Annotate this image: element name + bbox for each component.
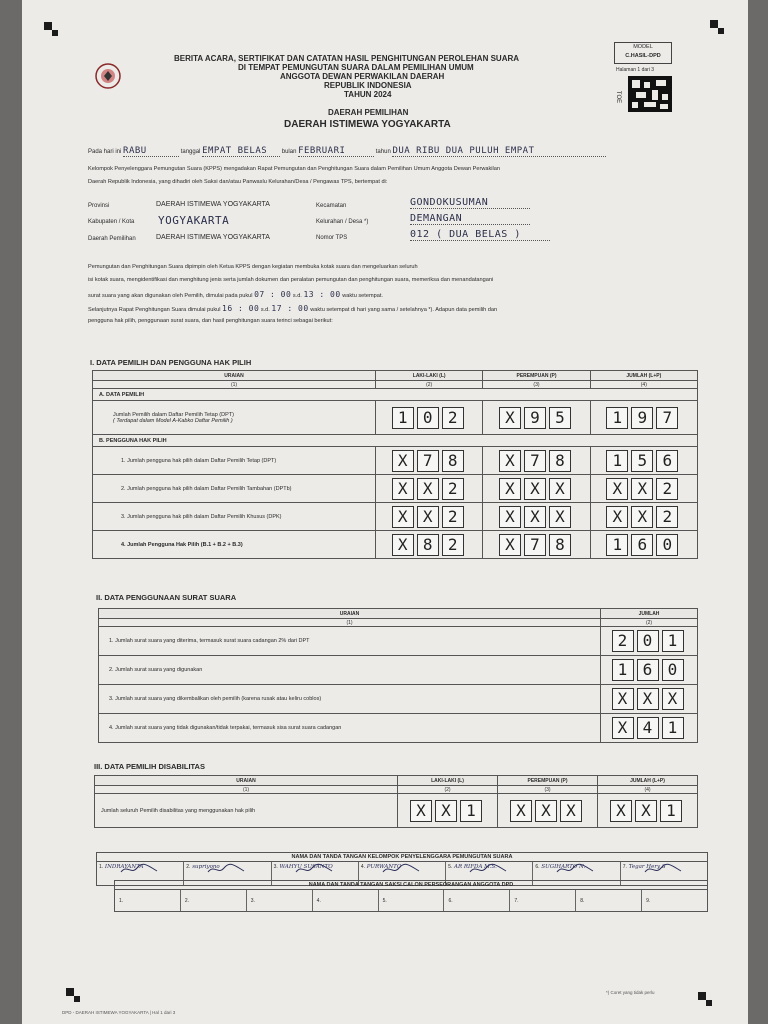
digit-box: X xyxy=(631,478,653,500)
s3-jumlah-boxes xyxy=(604,800,691,822)
row-b3-laki xyxy=(376,503,483,531)
digit-box: X xyxy=(635,800,657,822)
qr-code-icon xyxy=(628,76,672,112)
section-1-table xyxy=(92,370,698,559)
row-a1-line-2: ( Terdapat dalam Model A-Kabko Daftar Pemilih ) xyxy=(113,417,233,424)
section-3-table xyxy=(94,775,698,828)
digit-box: X xyxy=(535,800,557,822)
saksi-signature-row xyxy=(115,890,707,911)
kpps-signature-no: 4. xyxy=(360,864,366,870)
section-2-title: II. DATA PENGGUNAAN SURAT SUARA xyxy=(96,593,237,602)
s3-row-jumlah xyxy=(598,794,698,828)
s3-perempuan-boxes xyxy=(504,800,591,822)
row-b1-perempuan xyxy=(483,447,590,475)
handwritten-signature-icon xyxy=(381,863,421,875)
kpps-signature-title: NAMA DAN TANDA TANGAN KELOMPOK PENYELENGGARA PEMUNGUTAN SUARA xyxy=(97,853,707,862)
digit-box: 7 xyxy=(417,450,439,472)
saksi-signature-cell xyxy=(313,890,379,911)
digit-box: X xyxy=(392,534,414,556)
digit-box: 2 xyxy=(442,407,464,429)
kecamatan-value: GONDOKUSUMAN xyxy=(410,197,530,209)
digit-box: 0 xyxy=(417,407,439,429)
digit-box: X xyxy=(524,506,546,528)
row-b1-jumlah xyxy=(590,447,697,475)
digit-box: X xyxy=(392,478,414,500)
kelurahan-value: DEMANGAN xyxy=(410,213,530,225)
s2-row-3-value xyxy=(601,685,698,714)
intro-text-1: Kelompok Penyelenggara Pemungutan Suara (KPPS) mengadakan Rapat Pemungutan dan Penghitungan Suara dalam Pemilihan Umum Anggota Dewan Perwakilan xyxy=(88,166,501,172)
saksi-signature-cell xyxy=(642,890,707,911)
document-sheet xyxy=(22,0,748,1024)
row-b2-perempuan xyxy=(483,475,590,503)
row-b3-laki-boxes xyxy=(382,506,476,528)
digit-box: X xyxy=(549,478,571,500)
s3-header-jumlah: JUMLAH (L+P) xyxy=(598,776,698,786)
digit-box: X xyxy=(510,800,532,822)
digit-box: X xyxy=(499,506,521,528)
saksi-signature-no: 1. xyxy=(119,898,124,904)
digit-box: X xyxy=(499,450,521,472)
s2-row-1-value xyxy=(601,627,698,656)
model-code: C.HASIL-DPD xyxy=(625,53,661,59)
s1-num-1: (1) xyxy=(93,381,376,389)
paragraph-line-4c: waktu setempat di hari yang sama / setelahnya *). Adapun data pemilih dan xyxy=(310,307,498,313)
s2-row-2-boxes xyxy=(607,659,691,681)
start-time-2: 16 : 00 xyxy=(222,304,260,313)
row-b2-label: 2. Jumlah pengguna hak pilih dalam Daftar Pemilih Tambahan (DPTb) xyxy=(93,475,376,503)
kpps-signature-no: 1. xyxy=(99,864,104,870)
saksi-signature-cell xyxy=(115,890,181,911)
digit-box: X xyxy=(610,800,632,822)
row-b2-laki xyxy=(376,475,483,503)
row-b3-jumlah-boxes xyxy=(597,506,691,528)
start-time-1: 07 : 00 xyxy=(254,290,292,299)
row-b1-jumlah-boxes xyxy=(597,450,691,472)
year-value: DUA RIBU DUA PULUH EMPAT xyxy=(392,146,606,157)
row-b2-jumlah xyxy=(590,475,697,503)
digit-box: 8 xyxy=(442,450,464,472)
s2-row-4-value xyxy=(601,714,698,743)
corner-marker-bottom-right xyxy=(698,992,706,1000)
s3-laki-boxes xyxy=(404,800,491,822)
kabupaten-label: Kabupaten / Kota xyxy=(88,219,135,225)
kabupaten-value: YOGYAKARTA xyxy=(158,214,230,227)
s2-row-2-value xyxy=(601,656,698,685)
provinsi-value: DAERAH ISTIMEWA YOGYAKARTA xyxy=(156,201,270,208)
saksi-signature-title: NAMA DAN TANDA TANGAN SAKSI CALON PERSEORANGAN ANGGOTA DPD xyxy=(115,881,707,890)
row-b3-perempuan xyxy=(483,503,590,531)
digit-box: 0 xyxy=(656,534,678,556)
digit-box: X xyxy=(410,800,432,822)
page-label: Halaman 1 dari 3 xyxy=(616,67,655,73)
row-a1-perempuan xyxy=(483,401,590,435)
kpps-signature-no: 6. xyxy=(535,864,540,870)
digit-box: 5 xyxy=(549,407,571,429)
tps-value: 012 ( DUA BELAS ) xyxy=(410,229,550,241)
saksi-signature-cell xyxy=(576,890,642,911)
s2-row-1-label: 1. Jumlah surat suara yang diterima, termasuk surat suara cadangan 2% dari DPT xyxy=(99,627,601,656)
day-value: RABU xyxy=(123,146,179,157)
digit-box: 2 xyxy=(442,506,464,528)
row-b1-laki xyxy=(376,447,483,475)
year-label: tahun xyxy=(375,149,391,155)
digit-box: 2 xyxy=(656,478,678,500)
s3-row-label: Jumlah seluruh Pemilih disabilitas yang menggunakan hak pilih xyxy=(95,794,398,828)
corner-marker-top-left xyxy=(44,22,52,30)
saksi-signature-no: 2. xyxy=(184,898,190,904)
s3-num-3: (3) xyxy=(498,786,598,794)
digit-box: X xyxy=(606,506,628,528)
intro-text-2: Daerah Republik Indonesia, yang dihadiri oleh Saksi dan/atau Panwaslu Kelurahan/Desa / Pengawas TPS, bertempat di: xyxy=(88,179,388,185)
digit-box: 1 xyxy=(606,450,628,472)
digit-box: X xyxy=(606,478,628,500)
corner-marker-bottom-left-2 xyxy=(74,996,80,1002)
row-b3-perempuan-boxes xyxy=(489,506,583,528)
corner-marker-top-left-2 xyxy=(52,30,58,36)
row-b3-label: 3. Jumlah pengguna hak pilih dalam Daftar Pemilih Khusus (DPK) xyxy=(93,503,376,531)
digit-box: 1 xyxy=(662,630,684,652)
tps-label: Nomor TPS xyxy=(316,235,348,241)
dapil-value: DAERAH ISTIMEWA YOGYAKARTA xyxy=(156,234,270,241)
kpps-signature-no: 5. xyxy=(448,864,453,870)
row-a1-jumlah-boxes xyxy=(597,407,691,429)
digit-box: X xyxy=(612,688,634,710)
date-value: EMPAT BELAS xyxy=(202,146,280,157)
digit-box: X xyxy=(499,407,521,429)
day-label: Pada hari ini xyxy=(88,149,122,155)
digit-box: 8 xyxy=(549,534,571,556)
row-b4-perempuan xyxy=(483,531,590,559)
digit-box: X xyxy=(435,800,457,822)
digit-box: 2 xyxy=(612,630,634,652)
row-b1-laki-boxes xyxy=(382,450,476,472)
saksi-signature-no: 5. xyxy=(382,898,387,904)
end-time-1: 13 : 00 xyxy=(303,290,341,299)
title-line-3: ANGGOTA DEWAN PERWAKILAN DAERAH xyxy=(280,72,445,81)
title-line-5: TAHUN 2024 xyxy=(344,90,392,99)
digit-box: 1 xyxy=(606,407,628,429)
paragraph-line-4a: Selanjutnya Rapat Penghitungan Suara dimulai pukul xyxy=(88,307,221,313)
group-b-label: B. PENGGUNA HAK PILIH xyxy=(93,435,698,447)
digit-box: X xyxy=(549,506,571,528)
saksi-signature-cell xyxy=(444,890,510,911)
saksi-signature-no: 9. xyxy=(646,898,651,904)
handwritten-signature-icon xyxy=(468,863,508,875)
paragraph-line-1: Pemungutan dan Penghitungan Suara dipimpin oleh Ketua KPPS dengan kegiatan membuka kotak suara dan mengeluarkan seluruh xyxy=(88,264,418,270)
digit-box: 7 xyxy=(524,450,546,472)
s1-num-2: (2) xyxy=(376,381,483,389)
row-b2-perempuan-boxes xyxy=(489,478,583,500)
digit-box: X xyxy=(417,506,439,528)
corner-marker-top-right xyxy=(710,20,718,28)
section-3-title: III. DATA PEMILIH DISABILITAS xyxy=(94,762,205,771)
digit-box: 1 xyxy=(392,407,414,429)
s3-num-1: (1) xyxy=(95,786,398,794)
digit-box: 6 xyxy=(631,534,653,556)
model-box xyxy=(614,42,672,64)
row-a1-label xyxy=(93,401,376,435)
month-value: FEBRUARI xyxy=(298,146,374,157)
digit-box: 8 xyxy=(549,450,571,472)
kpps-signature-no: 2. xyxy=(186,864,191,870)
saksi-signature-no: 4. xyxy=(316,898,321,904)
kpps-signature-name: WAHYU SUSANTO xyxy=(277,864,333,870)
digit-box: X xyxy=(417,478,439,500)
saksi-signature-cell xyxy=(247,890,313,911)
row-a1-jumlah xyxy=(590,401,697,435)
paragraph-line-3a: surat suara yang akan digunakan oleh Pemilih, dimulai pada pukul xyxy=(88,293,253,299)
row-a1-laki xyxy=(376,401,483,435)
digit-box: 9 xyxy=(524,407,546,429)
row-b4-perempuan-boxes xyxy=(489,534,583,556)
digit-box: X xyxy=(392,506,414,528)
footer-page: DPD - DAERAH ISTIMEWA YOGYAKARTA | Hal 1 dari 3 xyxy=(62,1010,176,1015)
s2-header-uraian: URAIAN xyxy=(99,609,601,619)
provinsi-label: Provinsi xyxy=(88,203,110,209)
row-a1-laki-boxes xyxy=(382,407,476,429)
kpu-logo-icon xyxy=(94,62,122,90)
kpps-signature-name: Tegar Hery S xyxy=(626,864,666,870)
s2-num-2: (2) xyxy=(601,619,698,627)
kpps-signature-name: INDRAYANTA xyxy=(103,864,144,870)
row-a1-perempuan-boxes xyxy=(489,407,583,429)
region-name: DAERAH ISTIMEWA YOGYAKARTA xyxy=(284,119,451,130)
s3-row-perempuan xyxy=(498,794,598,828)
digit-box: 7 xyxy=(656,407,678,429)
paragraph-line-4b: s.d. xyxy=(260,307,270,313)
corner-marker-bottom-right-2 xyxy=(706,1000,712,1006)
row-b3-jumlah xyxy=(590,503,697,531)
saksi-signature-cell xyxy=(379,890,445,911)
row-b4-laki-boxes xyxy=(382,534,476,556)
digit-box: X xyxy=(499,534,521,556)
row-b4-jumlah xyxy=(590,531,697,559)
saksi-signature-no: 3. xyxy=(250,898,255,904)
group-a-label: A. DATA PEMILIH xyxy=(93,389,698,401)
s2-header-jumlah: JUMLAH xyxy=(601,609,698,619)
section-1-title: I. DATA PEMILIH DAN PENGGUNA HAK PILIH xyxy=(90,358,252,367)
s2-row-1-boxes xyxy=(607,630,691,652)
row-b2-jumlah-boxes xyxy=(597,478,691,500)
s3-header-perempuan: PEREMPUAN (P) xyxy=(498,776,598,786)
kecamatan-label: Kecamatan xyxy=(316,203,347,209)
s1-header-jumlah: JUMLAH (L+P) xyxy=(590,371,697,381)
s3-header-uraian: URAIAN xyxy=(95,776,398,786)
digit-box: 7 xyxy=(524,534,546,556)
saksi-signature-cell xyxy=(510,890,576,911)
handwritten-signature-icon xyxy=(206,863,246,875)
model-label: MODEL xyxy=(633,44,653,50)
handwritten-signature-icon xyxy=(119,863,159,875)
digit-box: X xyxy=(637,688,659,710)
saksi-signature-cell xyxy=(181,890,247,911)
digit-box: 2 xyxy=(656,506,678,528)
digit-box: X xyxy=(392,450,414,472)
date-label: tanggal xyxy=(180,149,201,155)
paragraph-line-5: pengguna hak pilih, penggunaan surat suara, dan hasil penghitungan suara terinci sebagai berikut: xyxy=(88,318,333,324)
row-b4-laki xyxy=(376,531,483,559)
qr-label: TOE xyxy=(615,90,622,104)
kpps-signature-no: 7. xyxy=(622,864,627,870)
row-b2-laki-boxes xyxy=(382,478,476,500)
corner-marker-bottom-left xyxy=(66,988,74,996)
digit-box: 1 xyxy=(612,659,634,681)
digit-box: 6 xyxy=(637,659,659,681)
digit-box: 6 xyxy=(656,450,678,472)
digit-box: X xyxy=(612,717,634,739)
footer-note: *) Coret yang tidak perlu xyxy=(606,990,655,995)
digit-box: 4 xyxy=(637,717,659,739)
digit-box: 5 xyxy=(631,450,653,472)
s1-header-laki: LAKI-LAKI (L) xyxy=(376,371,483,381)
digit-box: 9 xyxy=(631,407,653,429)
s3-header-laki: LAKI-LAKI (L) xyxy=(398,776,498,786)
digit-box: X xyxy=(560,800,582,822)
title-line-1: BERITA ACARA, SERTIFIKAT DAN CATATAN HASIL PENGHITUNGAN PEROLEHAN SUARA xyxy=(174,54,520,63)
intro-line xyxy=(88,146,606,157)
s3-row-laki xyxy=(398,794,498,828)
digit-box: 1 xyxy=(660,800,682,822)
paragraph-line-3 xyxy=(88,290,383,299)
section-2-table xyxy=(98,608,698,743)
s1-header-perempuan: PEREMPUAN (P) xyxy=(483,371,590,381)
kpps-signature-no: 3. xyxy=(273,864,278,870)
paragraph-line-3b: s.d. xyxy=(292,293,302,299)
saksi-signature-no: 6. xyxy=(448,898,453,904)
s2-row-4-boxes xyxy=(607,717,691,739)
kpps-signature-name: SUGIHARTO N. xyxy=(539,864,586,870)
corner-marker-top-right-2 xyxy=(718,28,724,34)
title-line-2: DI TEMPAT PEMUNGUTAN SUARA DALAM PEMILIHAN UMUM xyxy=(238,63,474,72)
kpps-signature-name: AR RIFDA M.S. xyxy=(452,864,497,870)
s3-num-4: (4) xyxy=(598,786,698,794)
s2-num-1: (1) xyxy=(99,619,601,627)
s2-row-3-label: 3. Jumlah surat suara yang dikembalikan oleh pemilih (karena rusak atau keliru coblos) xyxy=(99,685,601,714)
dapil-label: Daerah Pemilihan xyxy=(88,236,136,242)
row-b4-label: 4. Jumlah Pengguna Hak Pilih (B.1 + B.2 + B.3) xyxy=(93,531,376,559)
s3-num-2: (2) xyxy=(398,786,498,794)
end-time-2: 17 : 00 xyxy=(271,304,309,313)
row-b4-jumlah-boxes xyxy=(597,534,691,556)
kpps-signature-name: PURWANTO xyxy=(365,864,402,870)
digit-box: 1 xyxy=(460,800,482,822)
digit-box: 2 xyxy=(442,478,464,500)
paragraph-line-2: isi kotak suara, mengidentifikasi dan menghitung jenis serta jumlah dokumen dan peralatan pemungutan dan penghitungan suara, memeriksa dan menandatangani xyxy=(88,277,494,283)
handwritten-signature-icon xyxy=(294,863,334,875)
row-a1-line-1: Jumlah Pemilih dalam Daftar Pemilih Tetap (DPT) xyxy=(113,411,234,418)
handwritten-signature-icon xyxy=(643,863,683,875)
saksi-signature-no: 7. xyxy=(514,898,519,904)
s1-header-uraian: URAIAN xyxy=(93,371,376,381)
digit-box: 0 xyxy=(662,659,684,681)
digit-box: X xyxy=(631,506,653,528)
digit-box: X xyxy=(662,688,684,710)
digit-box: 2 xyxy=(442,534,464,556)
month-label: bulan xyxy=(281,149,297,155)
paragraph-line-4 xyxy=(88,304,497,313)
digit-box: X xyxy=(499,478,521,500)
digit-box: 1 xyxy=(662,717,684,739)
s2-row-2-label: 2. Jumlah surat suara yang digunakan xyxy=(99,656,601,685)
title-line-4: REPUBLIK INDONESIA xyxy=(324,81,412,90)
kpps-signature-name: supriyono xyxy=(190,864,220,870)
s1-num-3: (3) xyxy=(483,381,590,389)
digit-box: X xyxy=(524,478,546,500)
digit-box: 0 xyxy=(637,630,659,652)
s1-num-4: (4) xyxy=(590,381,697,389)
saksi-signature-no: 8. xyxy=(580,898,585,904)
row-b1-perempuan-boxes xyxy=(489,450,583,472)
s2-row-3-boxes xyxy=(607,688,691,710)
handwritten-signature-icon xyxy=(555,863,595,875)
s2-row-4-label: 4. Jumlah surat suara yang tidak digunakan/tidak terpakai, termasuk sisa surat suara cadangan xyxy=(99,714,601,743)
paragraph-line-3c: waktu setempat. xyxy=(342,293,383,299)
region-label: DAERAH PEMILIHAN xyxy=(328,108,409,117)
saksi-signature-block xyxy=(114,880,708,912)
digit-box: 8 xyxy=(417,534,439,556)
row-b1-label: 1. Jumlah pengguna hak pilih dalam Daftar Pemilih Tetap (DPT) xyxy=(93,447,376,475)
digit-box: 1 xyxy=(606,534,628,556)
kelurahan-label: Kelurahan / Desa *) xyxy=(316,219,369,225)
